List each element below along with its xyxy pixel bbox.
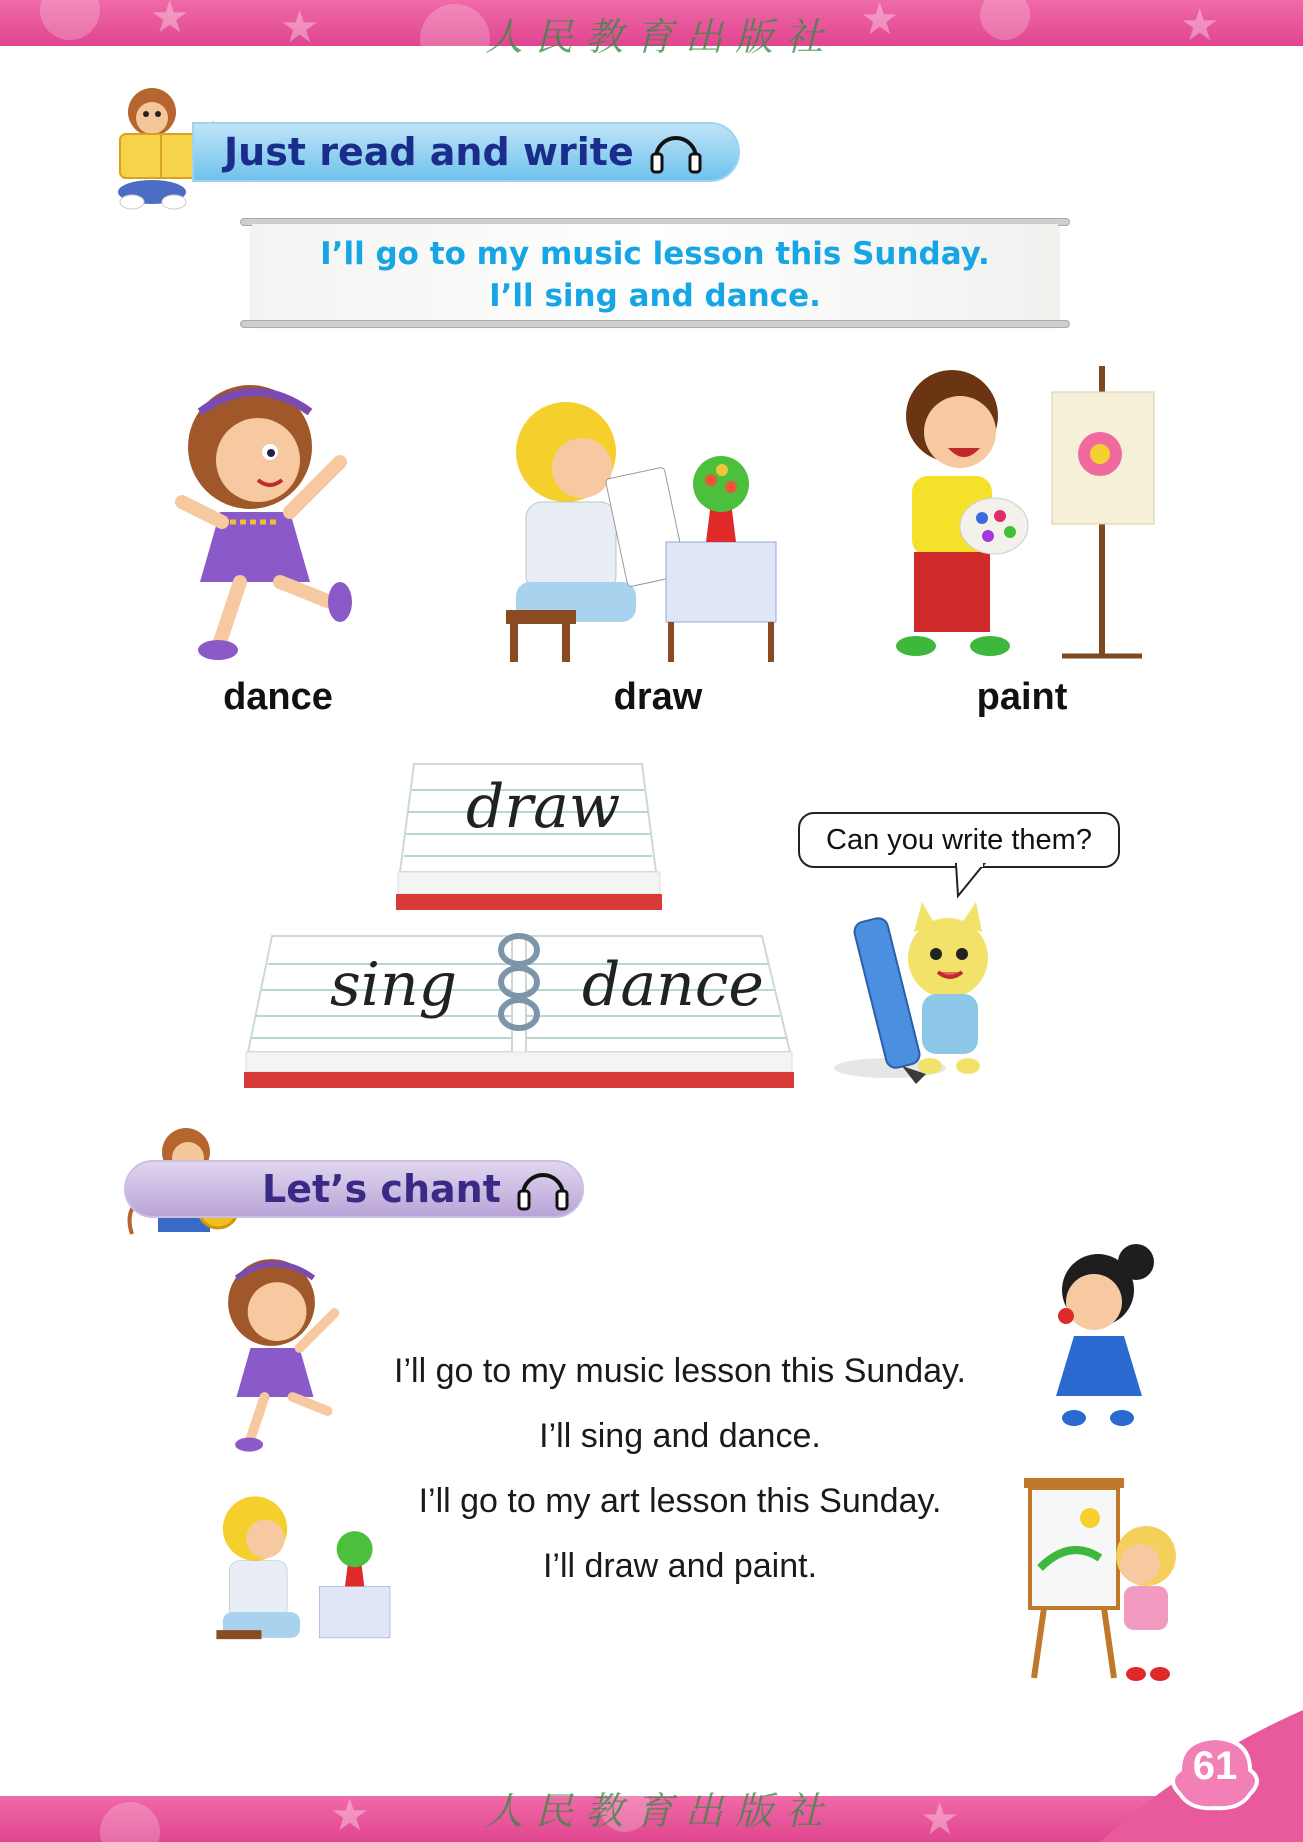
scroll-paper (252, 224, 1058, 324)
chant-line-1: I’ll go to my music lesson this Sunday. (394, 1352, 966, 1390)
notebook-word-sing: sing (330, 950, 458, 1020)
vocab-word-dance: dance (223, 676, 333, 718)
headphones-icon[interactable] (515, 1165, 571, 1213)
drawing-boy-illustration (496, 392, 776, 672)
sentence-scroll (240, 218, 1070, 330)
publisher-header: 人民教育出版社 (484, 15, 835, 59)
speech-bubble-text: Can you write them? (826, 823, 1092, 856)
painting-girl-illustration (1020, 1468, 1190, 1688)
cat-with-pencil-illustration (830, 898, 1010, 1084)
section-title-chant: Let’s chant (262, 1167, 501, 1211)
notebook-word-dance: dance (582, 950, 764, 1020)
singing-girl-illustration (1018, 1240, 1168, 1430)
notebook-word-draw: draw (466, 772, 621, 842)
scroll-rod-bottom (240, 320, 1070, 328)
speech-bubble-tail (954, 864, 994, 898)
publisher-footer: 人民教育出版社 (484, 1789, 835, 1833)
chant-line-2: I’ll sing and dance. (539, 1417, 821, 1455)
chant-line-3: I’ll go to my art lesson this Sunday. (418, 1482, 942, 1520)
bottom-banner: ★ ★ (0, 1796, 1303, 1842)
vocab-word-paint: paint (976, 676, 1068, 718)
section-title: Just read and write (224, 130, 634, 174)
chant-line-4: I’ll draw and paint. (542, 1547, 818, 1585)
scroll-line-2: I’ll sing and dance. (489, 278, 821, 314)
scroll-line-1: I’ll go to my music lesson this Sunday. (320, 236, 990, 272)
speech-bubble (798, 812, 1120, 868)
dancing-girl-small (190, 1250, 360, 1460)
headphones-icon[interactable] (648, 128, 704, 176)
page-number: 61 (1192, 1744, 1238, 1788)
vocab-word-draw: draw (613, 676, 703, 718)
top-banner: ★ ★ ★ ★ (0, 0, 1303, 46)
page-number-badge (1160, 1730, 1270, 1810)
section-header-chant (124, 1160, 584, 1218)
dancing-girl-illustration (140, 372, 370, 672)
section-header-read-write (192, 122, 740, 182)
painting-boy-illustration (872, 356, 1162, 666)
